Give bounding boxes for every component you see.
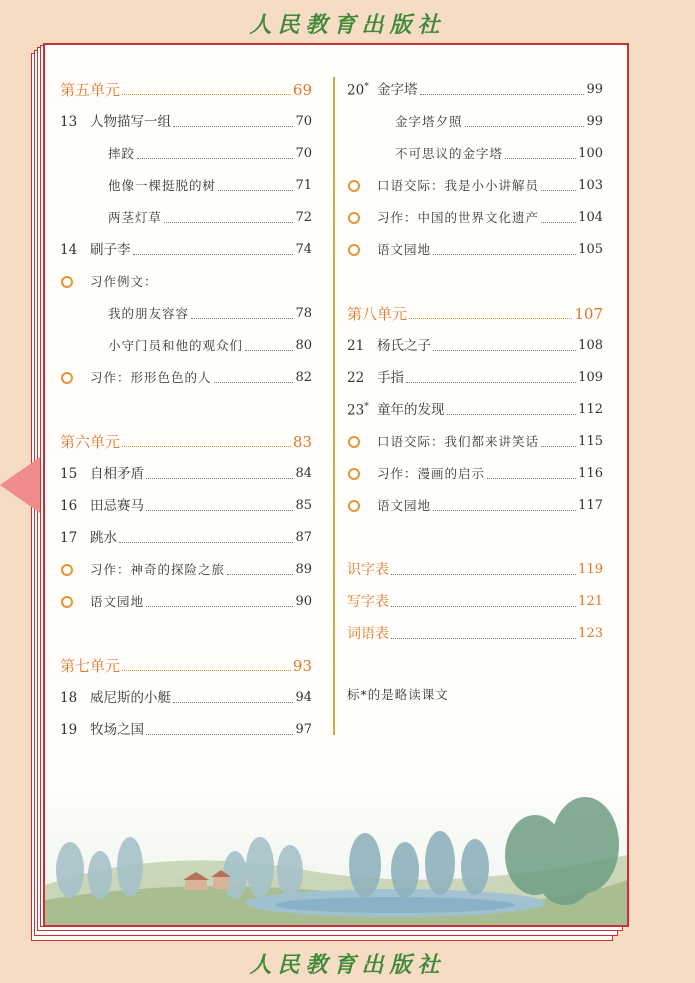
page-number: 82 <box>295 370 312 385</box>
leader-dots <box>122 94 291 95</box>
entry-title: 口语交际：我们都来讲笑话 <box>377 434 540 449</box>
toc-entry-sub[interactable] <box>347 137 603 163</box>
entry-title: 第七单元 <box>60 657 121 675</box>
lesson-number: 14 <box>60 242 78 258</box>
leader-dots <box>173 126 293 127</box>
page-number: 99 <box>586 82 603 97</box>
page-number: 108 <box>578 338 603 353</box>
leader-dots <box>487 478 576 479</box>
page-number: 121 <box>578 594 603 609</box>
entry-title: 语文园地 <box>377 498 432 513</box>
leader-dots <box>173 702 293 703</box>
toc-entry-sub[interactable] <box>60 169 312 195</box>
leader-dots <box>391 606 576 607</box>
lesson-number: 21 <box>347 338 365 354</box>
page-number: 117 <box>578 498 603 513</box>
toc-entry-lesson[interactable] <box>347 393 603 419</box>
leader-dots <box>227 574 293 575</box>
leader-dots <box>214 382 294 383</box>
circle-bullet-icon <box>347 497 377 515</box>
toc-entry-sub[interactable] <box>60 137 312 163</box>
entry-title: 第八单元 <box>347 305 408 323</box>
toc-entry-sub[interactable] <box>347 105 603 131</box>
skim-reading-star: * <box>364 81 369 92</box>
page-number: 72 <box>295 210 312 225</box>
toc-entry-bullet[interactable] <box>347 489 603 515</box>
page-number: 70 <box>295 146 312 161</box>
toc-entry-appendix[interactable] <box>347 585 603 611</box>
lesson-number: 22 <box>347 370 365 386</box>
publisher-logo-bottom: 人民教育出版社 <box>249 952 446 978</box>
lesson-number: 19 <box>60 722 78 738</box>
circle-bullet-icon <box>347 465 377 483</box>
page-number: 104 <box>578 210 603 225</box>
leader-dots <box>146 734 293 735</box>
entry-title: 写字表 <box>347 594 389 610</box>
entry-title: 杨氏之子 <box>377 338 431 354</box>
leader-dots <box>433 254 576 255</box>
toc-entry-bullet[interactable] <box>347 169 603 195</box>
leader-dots <box>146 478 293 479</box>
page-number: 100 <box>578 146 603 161</box>
circle-bullet-icon <box>60 369 90 387</box>
toc-entry-bullet[interactable] <box>60 361 312 387</box>
page-number: 89 <box>295 562 312 577</box>
circle-bullet-icon <box>347 209 377 227</box>
contents-page <box>43 43 629 927</box>
toc-entry-lesson[interactable] <box>60 489 312 515</box>
entry-title: 金字塔 <box>377 82 418 98</box>
page-number: 116 <box>578 466 603 481</box>
entry-title: 刷子李 <box>90 242 131 258</box>
toc-entry-lesson[interactable] <box>347 329 603 355</box>
entry-title: 语文园地 <box>90 594 145 609</box>
leader-dots <box>465 126 585 127</box>
toc-entry-lesson[interactable] <box>60 105 312 131</box>
leader-dots <box>119 542 293 543</box>
entry-title: 摔跤 <box>108 146 136 161</box>
leader-dots <box>164 222 293 223</box>
leader-dots <box>133 254 294 255</box>
leader-dots <box>409 318 572 319</box>
page-number: 69 <box>292 81 312 99</box>
circle-bullet-icon <box>60 593 90 611</box>
entry-title: 不可思议的金字塔 <box>395 146 504 161</box>
entry-title: 牧场之国 <box>90 722 144 738</box>
lesson-number: 17 <box>60 530 78 546</box>
entry-title: 童年的发现 <box>377 402 445 418</box>
toc-entry-unit[interactable] <box>347 297 603 323</box>
page-number: 87 <box>295 530 312 545</box>
toc-entry-lesson[interactable] <box>60 713 312 739</box>
toc-entry-lesson[interactable] <box>347 73 603 99</box>
entry-title: 习作：神奇的探险之旅 <box>90 562 226 577</box>
entry-title: 手指 <box>377 370 404 386</box>
toc-entry-lesson[interactable] <box>60 681 312 707</box>
leader-dots <box>122 446 291 447</box>
leader-dots <box>420 94 585 95</box>
entry-title: 习作：中国的世界文化遗产 <box>377 210 540 225</box>
toc-entry-bullet[interactable] <box>347 457 603 483</box>
toc-entry-bullet[interactable] <box>60 553 312 579</box>
entry-title: 我的朋友容容 <box>108 306 190 321</box>
entry-title: 自相矛盾 <box>90 466 144 482</box>
leader-dots <box>541 222 576 223</box>
lesson-number: 16 <box>60 498 78 514</box>
lesson-number: 15 <box>60 466 78 482</box>
page-number: 94 <box>295 690 312 705</box>
page-number: 83 <box>292 433 312 451</box>
page-number: 80 <box>295 338 312 353</box>
leader-dots <box>146 510 293 511</box>
toc-entry-appendix[interactable] <box>347 553 603 579</box>
page-number: 109 <box>578 370 603 385</box>
entry-title: 词语表 <box>347 626 389 642</box>
leader-dots <box>391 574 576 575</box>
toc-entry-bullet[interactable] <box>347 201 603 227</box>
entry-title: 第六单元 <box>60 433 121 451</box>
leader-dots <box>137 158 293 159</box>
entry-title: 第五单元 <box>60 81 121 99</box>
toc-entry-lesson[interactable] <box>60 521 312 547</box>
entry-title: 语文园地 <box>377 242 432 257</box>
skim-reading-star: * <box>364 401 369 412</box>
entry-title: 两茎灯草 <box>108 210 163 225</box>
toc-entry-lesson[interactable] <box>60 233 312 259</box>
circle-bullet-icon <box>347 433 377 451</box>
leader-dots <box>433 510 576 511</box>
entry-title: 跳水 <box>90 530 117 546</box>
leader-dots <box>122 670 291 671</box>
leader-dots <box>245 350 293 351</box>
leader-dots <box>191 318 293 319</box>
landscape-illustration <box>45 775 627 925</box>
toc-entry-bullet[interactable] <box>347 425 603 451</box>
leader-dots <box>406 382 576 383</box>
page-number: 85 <box>295 498 312 513</box>
lesson-number: 13 <box>60 114 78 130</box>
page-number: 97 <box>295 722 312 737</box>
page-number: 99 <box>586 114 603 129</box>
page-number: 115 <box>578 434 603 449</box>
page-number: 93 <box>292 657 312 675</box>
entry-title: 威尼斯的小艇 <box>90 690 171 706</box>
lesson-number: 20* <box>347 81 369 98</box>
leader-dots <box>391 638 576 639</box>
page-tab-arrow[interactable] <box>0 457 40 513</box>
toc-entry-bullet[interactable] <box>60 265 312 291</box>
page-number: 105 <box>578 242 603 257</box>
page-number: 119 <box>578 562 603 577</box>
entry-title: 人物描写一组 <box>90 114 171 130</box>
toc-entry-unit[interactable] <box>60 425 312 451</box>
page-number: 112 <box>578 402 603 417</box>
leader-dots <box>433 350 576 351</box>
entry-title: 习作：漫画的启示 <box>377 466 486 481</box>
toc-entry-sub[interactable] <box>60 297 312 323</box>
leader-dots <box>218 190 293 191</box>
publisher-logo-top: 人民教育出版社 <box>249 12 446 38</box>
leader-dots <box>541 190 576 191</box>
column-divider <box>333 77 335 735</box>
toc-entry-sub[interactable] <box>60 329 312 355</box>
circle-bullet-icon <box>60 273 90 291</box>
page-number: 103 <box>578 178 603 193</box>
leader-dots <box>505 158 576 159</box>
page-number: 90 <box>295 594 312 609</box>
entry-title: 他像一棵挺脱的树 <box>108 178 217 193</box>
toc-entry-bullet[interactable] <box>347 233 603 259</box>
entry-title: 金字塔夕照 <box>395 114 463 129</box>
page-number: 74 <box>295 242 312 257</box>
toc-entry-lesson[interactable] <box>347 361 603 387</box>
page-number: 123 <box>578 626 603 641</box>
circle-bullet-icon <box>347 241 377 259</box>
entry-title: 口语交际：我是小小讲解员 <box>377 178 540 193</box>
toc-entry-sub[interactable] <box>60 201 312 227</box>
leader-dots <box>146 606 293 607</box>
page-number: 70 <box>295 114 312 129</box>
entry-title: 习作：形形色色的人 <box>90 370 212 385</box>
toc-entry-lesson[interactable] <box>60 457 312 483</box>
page-number: 71 <box>295 178 312 193</box>
entry-title: 小守门员和他的观众们 <box>108 338 244 353</box>
leader-dots <box>447 414 577 415</box>
circle-bullet-icon <box>347 177 377 195</box>
page-number: 78 <box>295 306 312 321</box>
toc-entry-unit[interactable] <box>60 73 312 99</box>
lesson-number: 23* <box>347 401 369 418</box>
leader-dots <box>541 446 576 447</box>
page-number: 84 <box>295 466 312 481</box>
toc-entry-unit[interactable] <box>60 649 312 675</box>
entry-title: 田忌赛马 <box>90 498 144 514</box>
lesson-number: 18 <box>60 690 78 706</box>
toc-entry-appendix[interactable] <box>347 617 603 643</box>
skim-reading-note: 标*的是略读课文 <box>347 687 449 702</box>
entry-title: 识字表 <box>347 562 389 578</box>
circle-bullet-icon <box>60 561 90 579</box>
toc-entry-bullet[interactable] <box>60 585 312 611</box>
page-number: 107 <box>574 305 603 323</box>
entry-title: 习作例文： <box>90 274 158 289</box>
